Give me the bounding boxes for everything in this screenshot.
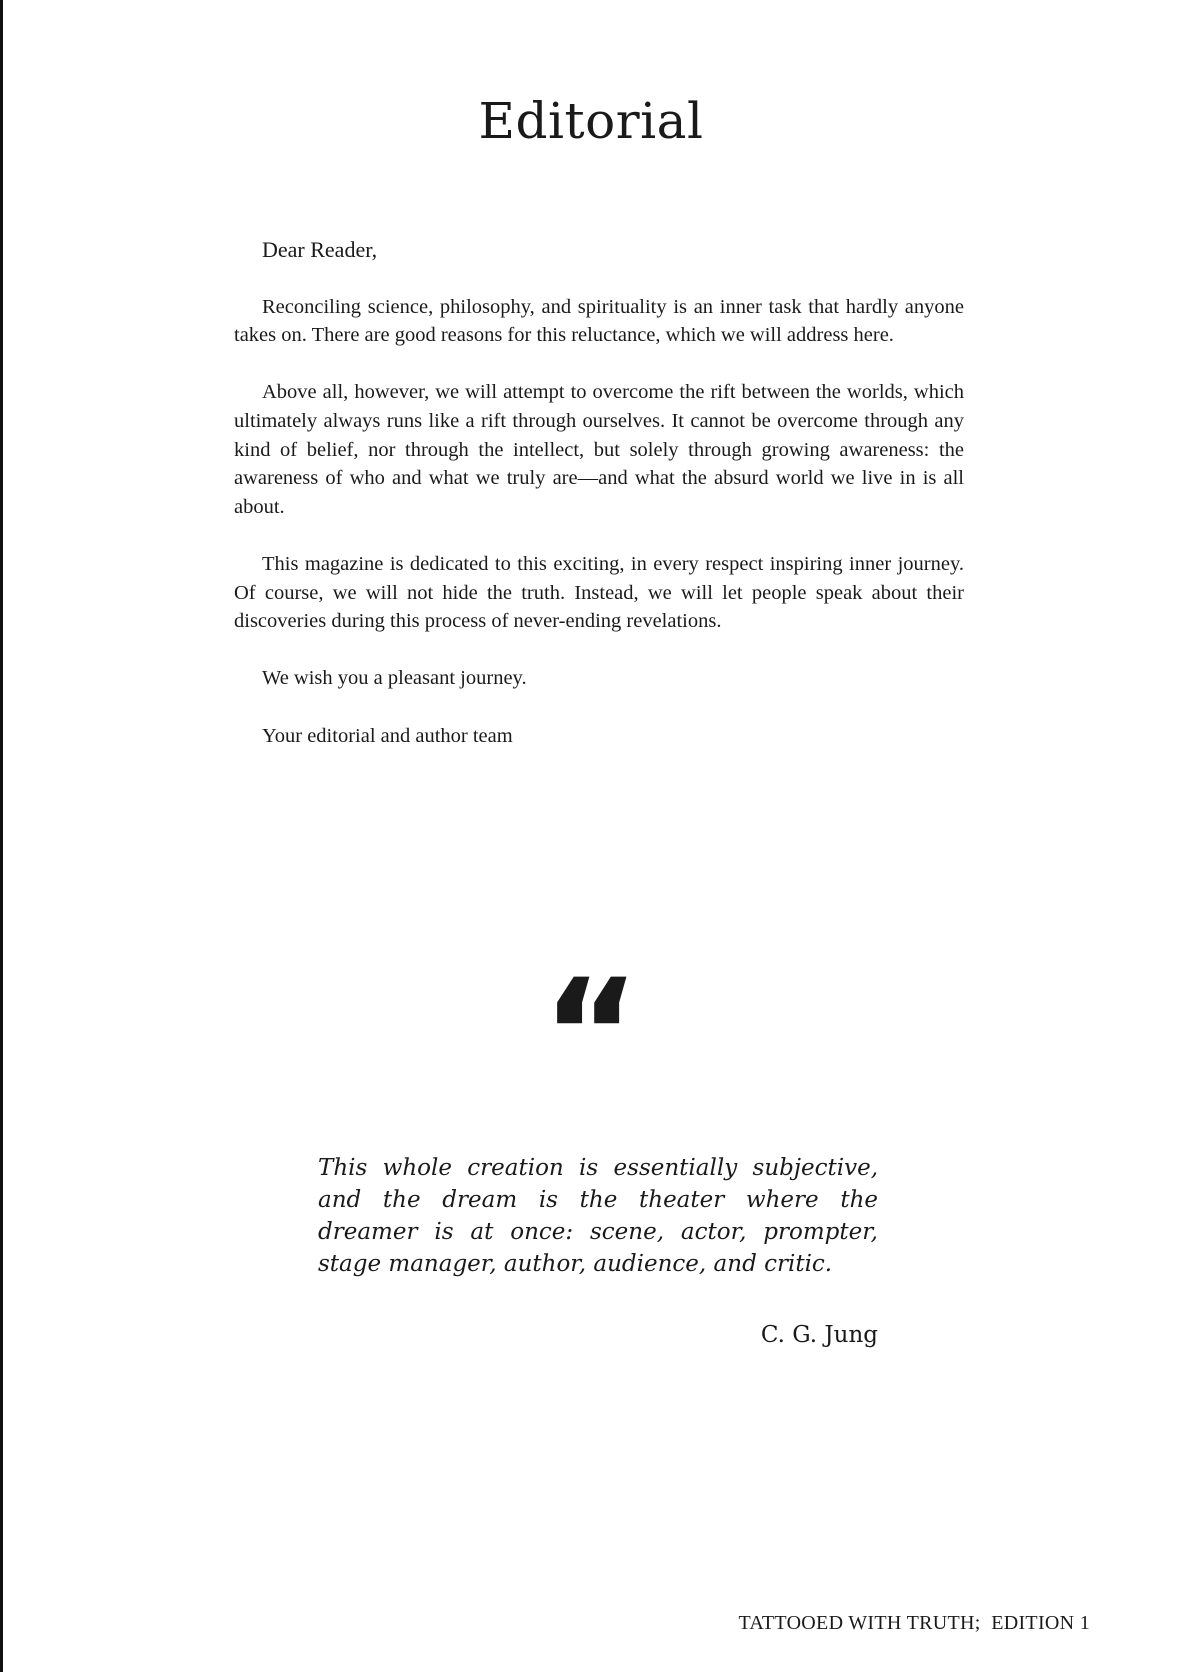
letter-paragraph-3: This magazine is dedicated to this exciting, in every respect inspiring inner journey. Of course, we will not hide the truth. Instead, we will let people speak about their discoveries during this process of never-ending revelations. xyxy=(234,552,964,633)
page-footer: TATTOOED WITH TRUTH; EDITION 1 xyxy=(738,1612,1090,1634)
page-left-border xyxy=(0,0,3,1672)
page-title: Editorial xyxy=(478,92,704,150)
letter-salutation: Dear Reader, xyxy=(262,237,378,262)
quotation-mark-icon: “ xyxy=(541,948,641,1122)
pull-quote-text: This whole creation is essentially subjective, and the dream is the theater where the dreamer is at once: scene, actor, prompter, stage manager, author, audience, and critic. xyxy=(318,1155,878,1277)
letter-signature: Your editorial and author team xyxy=(262,724,513,747)
letter-closing: We wish you a pleasant journey. xyxy=(262,667,527,690)
pull-quote-author: C. G. Jung xyxy=(760,1322,878,1348)
letter-paragraph-2: Above all, however, we will attempt to overcome the rift between the worlds, which ultimately always runs like a rift through ourselves. It cannot be overcome through any kind of belief, nor through the intellect, but solely through growing awareness: the awareness of who and what we truly are—and what the absurd world we live in is all about. xyxy=(234,381,964,518)
letter-paragraph-1: Reconciling science, philosophy, and spirituality is an inner task that hardly anyone takes on. There are good reasons for this reluctance, which we will address here. xyxy=(234,295,964,347)
editorial-letter xyxy=(234,236,964,779)
